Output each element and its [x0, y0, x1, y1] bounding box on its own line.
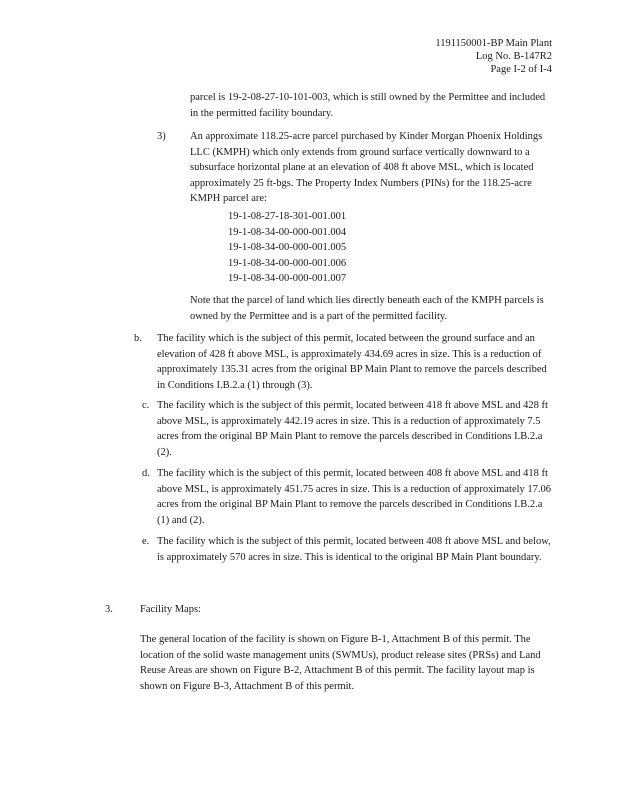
item-d-text: The facility which is the subject of this permit, located between 408 ft above MSL and 418 ft above MSL, is approximately 451.75 acres in size. This is a reduction of approximately 17.06 acres from the original BP Main Plant to remove the parcels described in Conditions I.B.2.a (1) and (2).: [157, 468, 552, 526]
item-3-note: Note that the parcel of land which lies directly beneath each of the KMPH parcels is owned by the Permittee and is a part of the permitted facility.: [190, 295, 544, 322]
pin-item: 19-1-08-34-00-000-001.007: [228, 273, 347, 284]
item-b-text: The facility which is the subject of this permit, located between the ground surface and an elevation of 428 ft above MSL, is approximately 434.69 acres in size. This is a reduction of approximately 135.31 acres from the original BP Main Plant to remove the parcels described in Conditions I.B.2.a (1) through (3).: [157, 333, 547, 391]
item-e-text: The facility which is the subject of this permit, located between 408 ft above MSL and below, is approximately 570 acres in size. This is identical to the original BP Main Plant boundary.: [157, 536, 551, 563]
section-3-heading: Facility Maps:: [140, 604, 201, 615]
item-3-marker: 3): [157, 131, 166, 142]
item-b-marker: b.: [134, 333, 142, 344]
header-permit-id: 1191150001-BP Main Plant: [435, 38, 552, 49]
header-page-number: Page I-2 of I-4: [490, 64, 552, 75]
item-3-text: An approximate 118.25-acre parcel purchased by Kinder Morgan Phoenix Holdings LLC (KMPH) which only extends from ground surface vertically downward to a subsurface horizontal plane at an elevation of 408 ft above MSL, which is located approximately 25 ft-bgs. The Property Index Numbers (PINs) for the 118.25-acre KMPH parcel are:: [190, 131, 543, 204]
pin-item: 19-1-08-27-18-301-001.001: [228, 211, 347, 222]
item-c-text: The facility which is the subject of this permit, located between 418 ft above MSL and 428 ft above MSL, is approximately 442.19 acres in size. This is a reduction of approximately 7.5 acres from the original BP Main Plant to remove the parcels described in Conditions I.B.2.a (2).: [157, 400, 548, 458]
section-3-text: The general location of the facility is shown on Figure B-1, Attachment B of this permit. The location of the solid waste management units (SWMUs), product release sites (PRSs) and Land Reuse Areas are shown on Figure B-2, Attachment B of this permit. The facility layout map is shown on Figure B-3, Attachment B of this permit.: [140, 634, 541, 692]
pin-item: 19-1-08-34-00-000-001.006: [228, 257, 347, 269]
page-header: [435, 37, 552, 76]
section-3-number: 3.: [105, 604, 113, 615]
item-c-marker: c.: [142, 400, 150, 411]
intro-paragraph: parcel is 19-2-08-27-10-101-003, which is still owned by the Permittee and included in the permitted facility boundary.: [190, 92, 546, 119]
pin-item: 19-1-08-34-00-000-001.004: [228, 226, 347, 238]
pin-list: [228, 209, 428, 287]
item-d-marker: d.: [142, 468, 150, 479]
item-e-marker: e.: [142, 536, 150, 547]
pin-item: 19-1-08-34-00-000-001.005: [228, 242, 347, 253]
header-log-number: Log No. B-147R2: [475, 51, 552, 62]
